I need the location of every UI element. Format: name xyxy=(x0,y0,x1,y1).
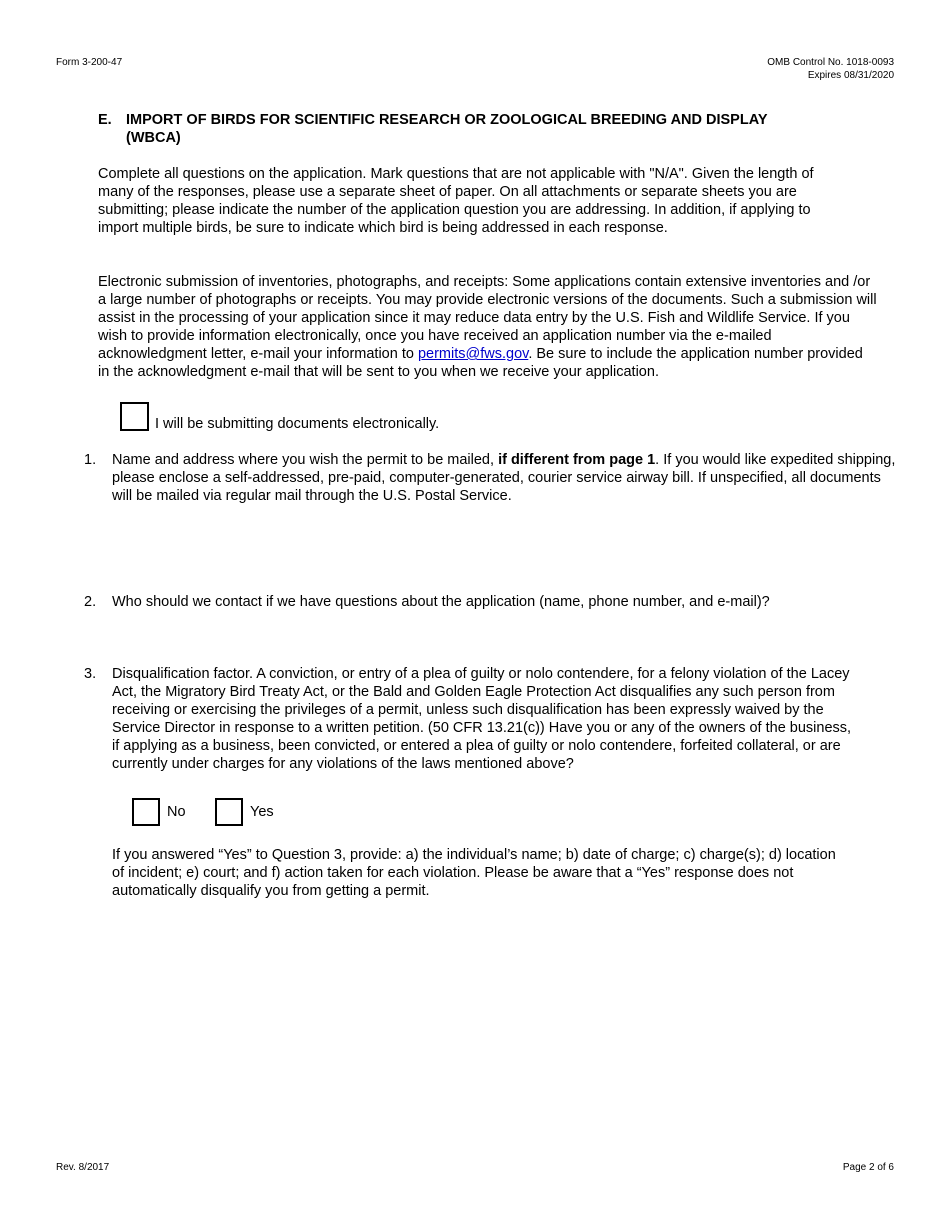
electronic-submission-checkbox[interactable] xyxy=(120,402,149,431)
electronic-submission-checkbox-label: I will be submitting documents electronically. xyxy=(155,416,440,432)
form-number: Form 3-200-47 xyxy=(56,57,123,68)
page-number: Page 2 of 6 xyxy=(842,1162,894,1173)
question-1-text xyxy=(112,451,897,505)
electronic-submission-paragraph xyxy=(98,273,878,381)
question-3-text: Disqualification factor. A conviction, or entry of a plea of guilty or nolo contendere, for a felony violation of the Lacey Act, the Migratory Bird Treaty Act, or the Bald and Golden Eagle Protection Act disqualifies any such person from receiving or exercising the privileges of a permit, unless such disqualification has been expressly waived by the Service Director in response to a written petition. (50 CFR 13.21(c)) Have you or any of the owners of the business, if applying as a business, been convicted, or entered a plea of guilty or nolo contendere, forfeited collateral, or are currently under charges for any violations of the laws mentioned above? xyxy=(112,666,852,772)
section-title-line1: IMPORT OF BIRDS FOR SCIENTIFIC RESEARCH OR ZOOLOGICAL BREEDING AND DISPLAY xyxy=(126,112,768,128)
section-title-line2: (WBCA) xyxy=(126,130,181,146)
electronic-text-after-link: . Be sure to include the application number provided in the acknowledgment e-mail that will be sent to you when we receive your application. xyxy=(98,346,863,380)
intro-paragraph: Complete all questions on the application. Mark questions that are not applicable with "N/A". Given the length of many of the responses, please use a separate sheet of paper. On all attachments or separate sheets you are submitting; please indicate the number of the application question you are addressing. In addition, if applying to import multiple birds, be sure to indicate which bird is being addressed in each response. xyxy=(98,166,814,236)
question-2-text: Who should we contact if we have questions about the application (name, phone number, and e-mail)? xyxy=(112,594,770,610)
question-1-text-start: Name and address where you wish the permit to be mailed, xyxy=(112,452,499,468)
no-checkbox-label: No xyxy=(167,804,186,820)
no-checkbox[interactable] xyxy=(132,798,160,826)
yes-checkbox-label: Yes xyxy=(250,804,274,820)
revision-date: Rev. 8/2017 xyxy=(56,1162,110,1173)
section-letter: E. xyxy=(98,112,112,128)
question-2-number: 2. xyxy=(84,594,97,610)
permits-email-link[interactable]: permits@fws.gov xyxy=(417,346,529,362)
question-1-text-end: . If you would like expedited shipping, please enclose a self-addressed, pre-paid, computer-generated, courier service airway bill. If unspecified, all documents will be mailed via regular mail through the U.S. Postal Service. xyxy=(112,452,896,504)
question-3-followup: If you answered “Yes” to Question 3, provide: a) the individual’s name; b) date of charge; c) charge(s); d) location of incident; e) court; and f) action taken for each violation. Please be aware that a “Yes” response does not automatically disqualify you from getting a permit. xyxy=(112,847,836,899)
question-3-number: 3. xyxy=(84,666,97,682)
expiration-date: Expires 08/31/2020 xyxy=(807,70,894,81)
omb-control-number: OMB Control No. 1018-0093 xyxy=(767,57,894,68)
electronic-text-before-link: Electronic submission of inventories, photographs, and receipts: Some applications contain extensive inventories and /or a large number of photographs or receipts. You may provide electronic versions of the documents. Such a submission will assist in the processing of your application since it may reduce data entry by the U.S. Fish and Wildlife Service. If you wish to provide information electronically, once you have received an application number via the e-mailed acknowledgment letter, e-mail your information to xyxy=(98,274,877,362)
section-title xyxy=(126,111,846,147)
question-1-number: 1. xyxy=(84,452,97,468)
question-1-bold-text: if different from page 1 xyxy=(498,452,656,468)
yes-checkbox[interactable] xyxy=(215,798,243,826)
